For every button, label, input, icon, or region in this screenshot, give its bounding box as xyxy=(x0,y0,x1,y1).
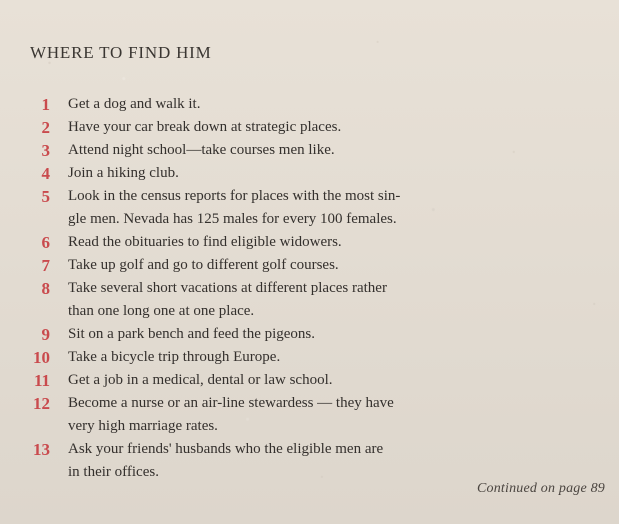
item-number: 8 xyxy=(41,279,50,298)
item-text: Get a job in a medical, dental or law school. xyxy=(68,372,333,388)
item-text: Become a nurse or an air-line stewardess — they have very high marriage rates. xyxy=(68,395,394,434)
item-text: Take several short vacations at different places rather than one long one at one place. xyxy=(68,280,387,319)
item-number: 11 xyxy=(33,371,50,390)
list-item xyxy=(26,346,566,369)
list-item xyxy=(26,392,566,438)
item-number: 7 xyxy=(41,256,50,275)
item-text: Take up golf and go to different golf courses. xyxy=(68,257,339,273)
list-item xyxy=(26,438,566,484)
list-item xyxy=(26,231,566,254)
list-item xyxy=(26,139,566,162)
list-item xyxy=(26,116,566,139)
item-text: Attend night school—take courses men like. xyxy=(68,142,335,158)
list-item xyxy=(26,93,566,116)
list-item xyxy=(26,369,566,392)
item-number: 10 xyxy=(33,348,50,367)
tips-list xyxy=(26,93,566,484)
item-text: Take a bicycle trip through Europe. xyxy=(68,349,281,365)
item-text: Ask your friends' husbands who the eligible men are in their offices. xyxy=(68,441,384,480)
item-number: 3 xyxy=(41,141,50,160)
item-text: Read the obituaries to find eligible widowers. xyxy=(68,234,342,250)
item-number: 12 xyxy=(33,394,50,413)
item-number: 5 xyxy=(41,187,50,206)
list-item xyxy=(26,323,566,346)
item-number: 13 xyxy=(33,440,50,459)
item-text: Have your car break down at strategic places. xyxy=(68,119,342,135)
item-number: 2 xyxy=(41,118,50,137)
item-number: 9 xyxy=(41,325,50,344)
list-item xyxy=(26,162,566,185)
item-text: Sit on a park bench and feed the pigeons. xyxy=(68,326,316,342)
list-item xyxy=(26,254,566,277)
list-item xyxy=(26,277,566,323)
item-text: Get a dog and walk it. xyxy=(68,96,201,112)
item-text: Join a hiking club. xyxy=(68,165,179,181)
item-number: 4 xyxy=(41,164,50,183)
page-title: WHERE TO FIND HIM xyxy=(30,43,212,62)
item-text: Look in the census reports for places with the most sin- gle men. Nevada has 125 males for every 100 females. xyxy=(68,188,401,227)
list-item xyxy=(26,185,566,231)
item-number: 6 xyxy=(41,233,50,252)
item-number: 1 xyxy=(41,95,50,114)
continued-note: Continued on page 89 xyxy=(476,481,605,496)
